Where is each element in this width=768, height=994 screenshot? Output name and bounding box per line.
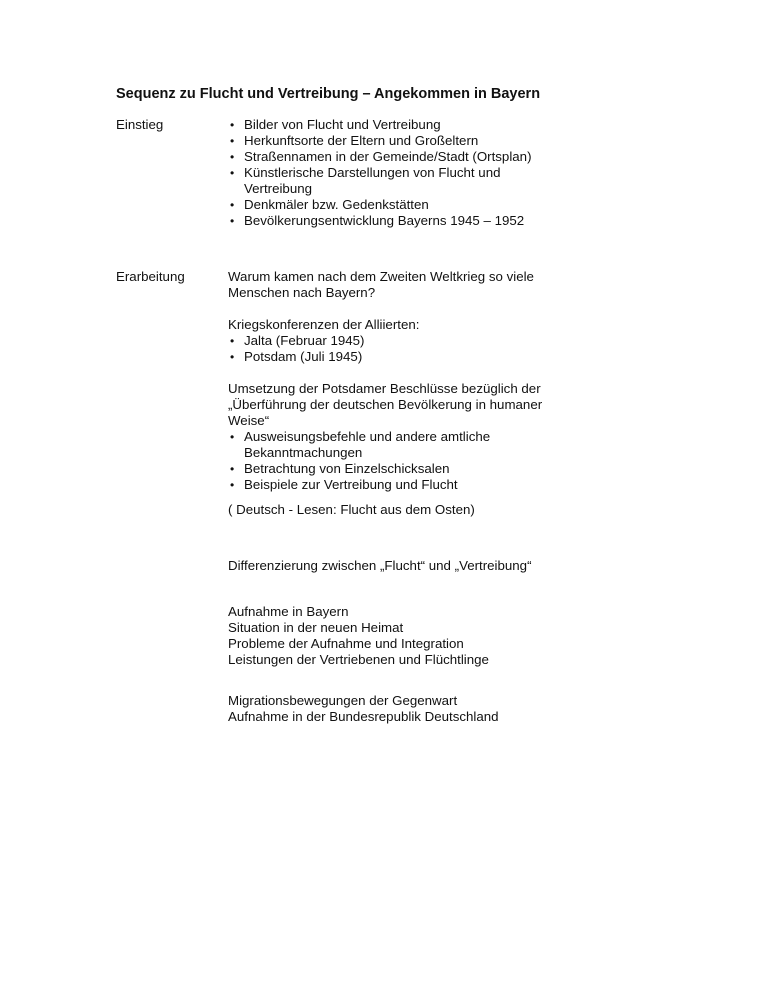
conferences-heading: Kriegskonferenzen der Alliierten: (228, 317, 420, 332)
bullet-icon: • (230, 134, 235, 148)
einstieg-content (228, 117, 548, 229)
list-item: • Denkmäler bzw. Gedenkstätten (230, 197, 429, 212)
list-item: • Beispiele zur Vertreibung und Flucht (230, 477, 458, 492)
integration-line: Probleme der Aufnahme und Integration (228, 636, 464, 651)
section-label-einstieg: Einstieg (116, 117, 164, 132)
bullet-icon: • (230, 478, 235, 492)
document-title: Sequenz zu Flucht und Vertreibung – Angekommen in Bayern (116, 86, 541, 102)
bullet-icon: • (230, 118, 235, 132)
bullet-icon: • (230, 166, 235, 180)
implementation-block (228, 381, 548, 493)
list-item: • Potsdam (Juli 1945) (230, 349, 363, 364)
integration-line: Leistungen der Vertriebenen und Flüchtlinge (228, 652, 489, 667)
present-block (228, 693, 548, 725)
cross-reference: ( Deutsch - Lesen: Flucht aus dem Osten) (228, 502, 475, 517)
list-item: • Herkunftsorte der Eltern und Großeltern (230, 133, 479, 148)
bullet-icon: • (230, 430, 235, 444)
integration-line: Situation in der neuen Heimat (228, 620, 404, 635)
einstieg-bullet-list (228, 117, 548, 229)
list-item: • Bevölkerungsentwicklung Bayerns 1945 – 1952 (230, 213, 525, 228)
list-item: • Jalta (Februar 1945) (230, 333, 365, 348)
bullet-icon: • (230, 334, 235, 348)
present-line: Migrationsbewegungen der Gegenwart (228, 693, 458, 708)
conferences-block (228, 317, 548, 365)
implementation-list (228, 429, 548, 493)
list-item: • Künstlerische Darstellungen von Flucht und Vertreibung (230, 165, 501, 196)
list-item: • Bilder von Flucht und Vertreibung (230, 117, 441, 132)
bullet-icon: • (230, 350, 235, 364)
present-line: Aufnahme in der Bundesrepublik Deutschland (228, 709, 499, 724)
bullet-icon: • (230, 214, 235, 228)
bullet-icon: • (230, 150, 235, 164)
list-item: • Straßennamen in der Gemeinde/Stadt (Ortsplan) (230, 149, 532, 164)
bullet-icon: • (230, 462, 235, 476)
bullet-icon: • (230, 198, 235, 212)
section-label-erarbeitung: Erarbeitung (116, 269, 185, 284)
list-item: • Ausweisungsbefehle und andere amtliche Bekanntmachungen (230, 429, 491, 460)
integration-block (228, 604, 548, 668)
differentiation-text: Differenzierung zwischen „Flucht“ und „Vertreibung“ (228, 558, 532, 573)
conferences-list (228, 333, 548, 365)
implementation-text: Umsetzung der Potsdamer Beschlüsse bezüglich der „Überführung der deutschen Bevölkerung in humaner Weise“ (228, 381, 543, 428)
integration-line: Aufnahme in Bayern (228, 604, 349, 619)
erarbeitung-question: Warum kamen nach dem Zweiten Weltkrieg so viele Menschen nach Bayern? (228, 269, 534, 300)
list-item: • Betrachtung von Einzelschicksalen (230, 461, 450, 476)
